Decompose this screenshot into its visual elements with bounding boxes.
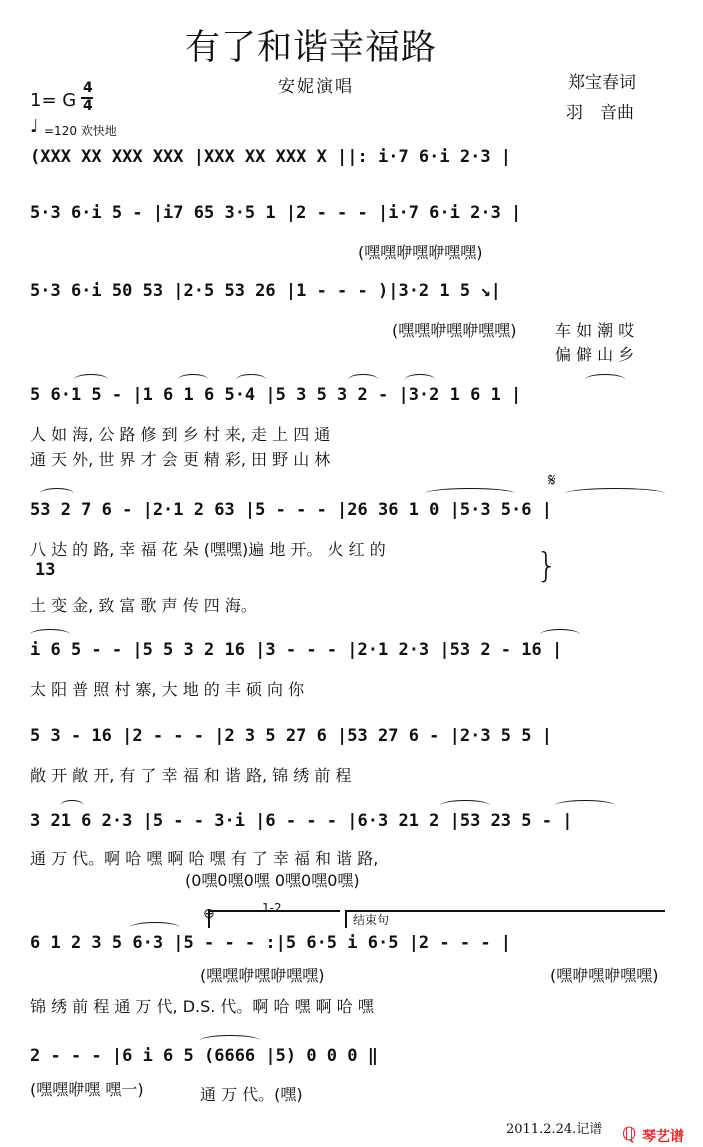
singer-credit: 安妮演唱: [278, 77, 354, 97]
slur-mark: [236, 374, 266, 385]
score-row-2: 5·3 6·i 5 - |i7 65 3·5 1 |2 - - - |i·7 6·i 2·3 |: [30, 203, 522, 223]
slur-mark: [40, 488, 74, 499]
score-row-7: 5 3 - 16 |2 - - - |2 3 5 27 6 |53 27 6 - |2·3 5 5 |: [30, 726, 552, 746]
row-4-lyric-verse-2: 通 天 外, 世 界 才 会 更 精 彩, 田 野 山 林: [30, 450, 331, 469]
row-8-lyric: 通 万 代。啊 哈 嘿 啊 哈 嘿 有 了 幸 福 和 谐 路,: [30, 849, 379, 868]
verse-brace: }: [536, 546, 558, 586]
row-5-lyric-verse-2: 土 变 金, 致 富 歌 声 传 四 海。: [30, 596, 257, 615]
slur-mark: [405, 374, 435, 385]
quarter-note-icon: ♩: [30, 116, 39, 137]
row-2-vocal-fill: (嘿嘿咿嘿咿嘿嘿): [358, 243, 483, 262]
ending-label: 结束句: [353, 913, 390, 927]
score-row-4: 5 6·1 5 - |1 6 1 6 5·4 |5 3 5 3 2 - |3·2 1 6 1 |: [30, 385, 522, 405]
score-row-1: (XXX XX XXX XXX |XXX XX XXX X ||: i·7 6·i 2·3 |: [30, 147, 512, 167]
slur-mark: [30, 629, 70, 640]
slur-mark: [74, 374, 108, 385]
slur-mark: [348, 374, 378, 385]
score-row-8: 3 21 6 2·3 |5 - - 3·i |6 - - - |6·3 21 2 |53 23 5 - |: [30, 811, 573, 831]
row-9-vocal-fill-a: (嘿嘿咿嘿咿嘿嘿): [200, 966, 325, 985]
slur-mark: [555, 800, 615, 811]
watermark-logo-icon: ℚ: [622, 1124, 637, 1145]
tempo-marking: =120 欢快地: [44, 124, 117, 138]
row-3-lyric-verse-2: 偏 僻 山 乡: [555, 345, 635, 364]
score-row-5: 53 2 7 6 - |2·1 2 63 |5 - - - |26 36 1 0 |5·3 5·6 |: [30, 500, 552, 520]
song-title: 有了和谐幸福路: [185, 28, 438, 68]
row-5-alt-notes: 13: [35, 560, 56, 580]
volta-label: 1-2: [262, 901, 282, 915]
coda-sign: ⊕: [203, 906, 215, 922]
watermark-text: 琴艺谱: [642, 1129, 684, 1145]
slur-mark: [178, 374, 208, 385]
slur-mark: [440, 800, 490, 811]
row-9-vocal-fill-b: (嘿咿嘿咿嘿嘿): [550, 966, 659, 985]
score-row-10: 2 - - - |6 i 6 5 (6666 |5) 0 0 0 ‖: [30, 1046, 378, 1066]
slur-mark: [540, 629, 580, 640]
row-3-vocal-fill: (嘿嘿咿嘿咿嘿嘿): [392, 321, 517, 340]
row-5-lyric-verse-1: 八 达 的 路, 幸 福 花 朵 (嘿嘿)遍 地 开。 火 红 的: [30, 540, 386, 559]
slur-mark: [130, 922, 180, 933]
slur-mark: [585, 374, 625, 385]
composer-credit: 羽 音曲: [566, 103, 634, 123]
row-8-vocal-fill: (0嘿0嘿0嘿 0嘿0嘿0嘿): [185, 871, 360, 890]
score-row-9: 6 1 2 3 5 6·3 |5 - - - :|5 6·5 i 6·5 |2 - - - |: [30, 933, 512, 953]
row-3-lyric-verse-1: 车 如 潮 哎: [555, 321, 635, 340]
transcription-date: 2011.2.24.记谱: [506, 1122, 603, 1137]
row-9-lyric: 锦 绣 前 程 通 万 代, D.S. 代。啊 哈 嘿 啊 哈 嘿: [30, 997, 374, 1016]
row-7-lyric: 敞 开 敞 开, 有 了 幸 福 和 谐 路, 锦 绣 前 程: [30, 766, 352, 785]
lyricist-credit: 郑宝春词: [568, 73, 636, 93]
slur-mark: [200, 1035, 260, 1046]
score-row-3: 5·3 6·i 50 53 |2·5 53 26 |1 - - - )|3·2 1 5 ↘|: [30, 281, 501, 301]
segno-sign: 𝄋: [548, 470, 556, 491]
row-10-lyric: 通 万 代。(嘿): [200, 1085, 303, 1104]
time-sig-bottom: 4: [83, 98, 93, 114]
key-signature: 1= G: [30, 90, 77, 111]
row-4-lyric-verse-1: 人 如 海, 公 路 修 到 乡 村 来, 走 上 四 通: [30, 425, 331, 444]
slur-mark: [425, 488, 515, 499]
score-row-6: i 6 5 - - |5 5 3 2 16 |3 - - - |2·1 2·3 |53 2 - 16 |: [30, 640, 563, 660]
row-10-vocal-fill: (嘿嘿咿嘿 嘿一): [30, 1080, 144, 1099]
time-sig-top: 4: [83, 80, 93, 96]
slur-mark: [565, 488, 665, 499]
row-6-lyric: 太 阳 普 照 村 寨, 大 地 的 丰 硕 向 你: [30, 680, 305, 699]
slur-mark: [60, 800, 84, 811]
